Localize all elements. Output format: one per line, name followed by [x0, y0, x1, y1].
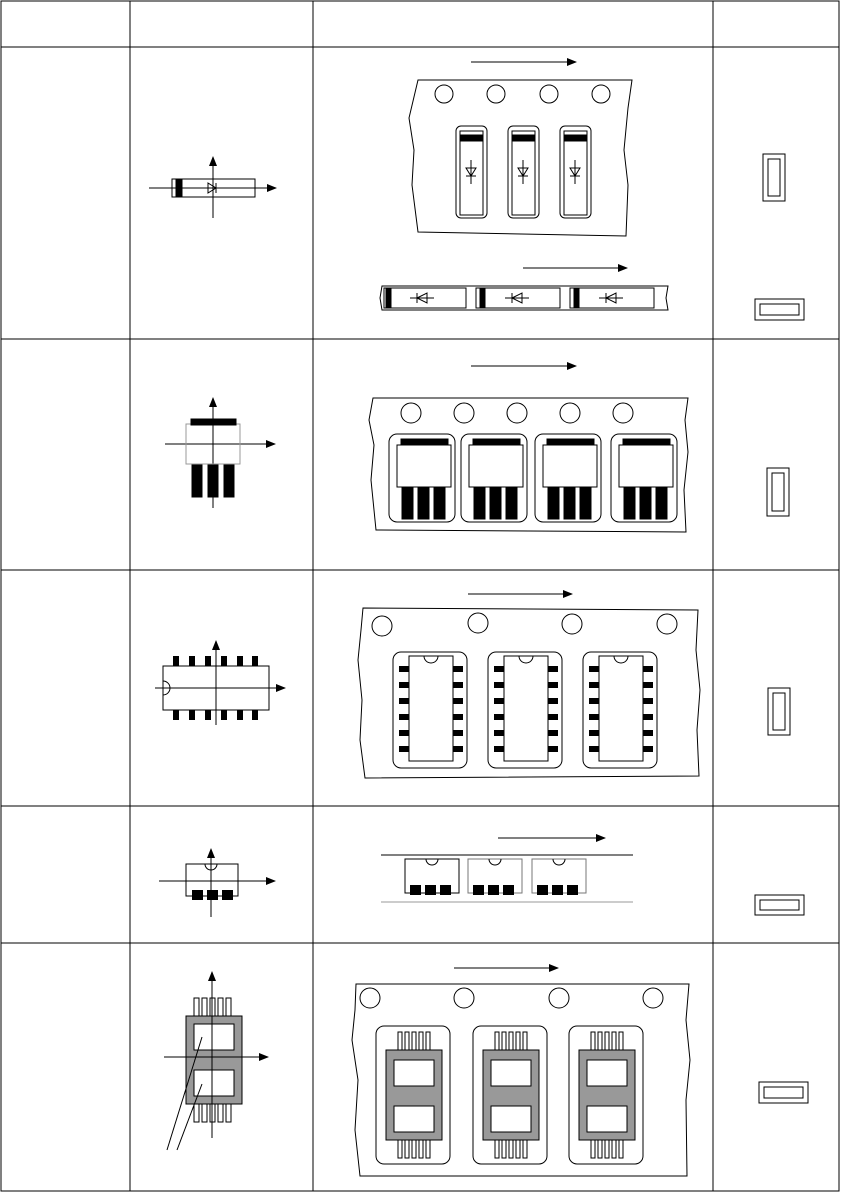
reel-orientation-horizontal-icon [755, 299, 804, 320]
row-1-reel-icons [755, 154, 804, 320]
reel-orientation-horizontal-icon [759, 1082, 808, 1103]
tape-pocket [569, 1026, 643, 1164]
tape-pocket [560, 126, 591, 218]
reel-orientation-vertical-icon [768, 688, 790, 735]
tape-pocket [468, 859, 522, 895]
tape-pocket [535, 434, 601, 522]
ic-notch-icon [424, 656, 438, 663]
sprocket-holes [435, 85, 610, 103]
sprocket-holes [360, 988, 663, 1008]
tape-pocket [376, 1026, 450, 1164]
tape-pocket [532, 859, 586, 895]
tape-pocket [488, 652, 562, 768]
row-4-strip-tape [381, 838, 633, 902]
row-2-package-drawing [165, 398, 275, 508]
row-1-package-drawing [149, 157, 276, 218]
tape-pocket [456, 126, 487, 218]
row-5-package-drawing [164, 972, 268, 1150]
row-3-reel-icon [768, 688, 790, 735]
row-1-embossed-tape [409, 62, 632, 236]
row-4-package-drawing [159, 849, 275, 917]
table-grid [1, 1, 839, 1191]
ic-notch-icon [519, 656, 533, 663]
reel-orientation-vertical-icon [763, 154, 785, 201]
tape-pocket [389, 434, 455, 522]
row-5-embossed-tape [352, 968, 690, 1176]
tape-pocket [611, 434, 677, 522]
row-1-radial-strip [380, 268, 668, 310]
tape-pocket [473, 1026, 547, 1164]
tape-pocket [508, 126, 539, 218]
sprocket-holes [401, 403, 633, 423]
tape-pocket [461, 434, 527, 522]
row-2-embossed-tape [369, 366, 688, 532]
sprocket-holes [372, 613, 677, 636]
row-5-reel-icon [759, 1082, 808, 1103]
tape-pocket [405, 859, 459, 895]
row-4-reel-icon [755, 895, 804, 915]
reel-orientation-horizontal-icon [755, 895, 804, 915]
reel-orientation-vertical-icon [767, 468, 789, 516]
row-3-embossed-tape [358, 594, 700, 778]
ic-notch-icon [614, 656, 628, 663]
row-2-reel-icon [767, 468, 789, 516]
row-3-package-drawing [155, 641, 285, 725]
tape-pocket [393, 652, 467, 768]
tape-pocket [583, 652, 657, 768]
